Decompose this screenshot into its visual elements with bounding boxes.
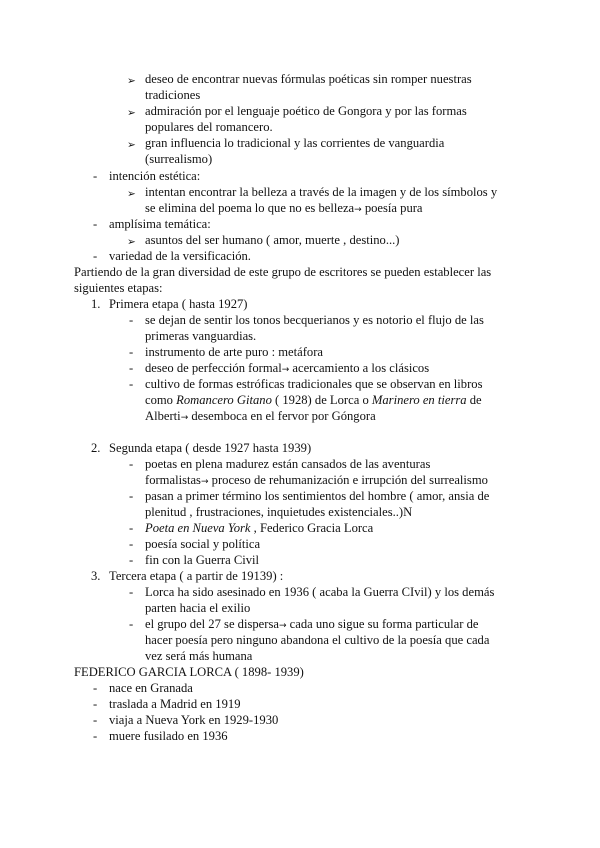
list-item-continuation: plenitud , frustraciones, inquietudes existenciales..)N	[145, 505, 413, 519]
dash-bullet-icon: -	[129, 585, 134, 599]
dash-bullet-icon: -	[129, 313, 134, 327]
list-item: pasan a primer término los sentimientos del hombre ( amor, ansia de	[145, 489, 490, 503]
dash-bullet-icon: -	[129, 521, 134, 535]
list-item: instrumento de arte puro : metáfora	[145, 345, 323, 359]
list-item: deseo de encontrar nuevas fórmulas poéticas sin romper nuestras	[145, 72, 472, 86]
arrowhead-bullet-icon: ➢	[127, 107, 136, 119]
list-item: muere fusilado en 1936	[109, 729, 228, 743]
book-title: Marinero en tierra	[371, 393, 467, 407]
list-item	[145, 520, 373, 536]
dash-bullet-icon: -	[129, 377, 134, 391]
text-run: ( 1928) de Lorca o	[271, 393, 372, 407]
dash-bullet-icon: -	[93, 249, 98, 263]
right-arrow-icon: →	[281, 365, 290, 375]
list-item-continuation: hacer poesía pero ninguno abandona el cultivo de la poesía que cada	[145, 633, 490, 647]
intro-paragraph-line: Partiendo de la gran diversidad de este grupo de escritores se pueden establecer las	[74, 265, 492, 279]
dash-bullet-icon: -	[93, 697, 98, 711]
list-item: poesía social y política	[145, 537, 261, 551]
text-run: proceso de rehumanización e irrupción del surrealismo	[208, 473, 488, 487]
list-item: intentan encontrar la belleza a través de la imagen y de los símbolos y	[145, 185, 498, 199]
list-item: se dejan de sentir los tonos becquerianos y es notorio el flujo de las	[145, 313, 484, 327]
versificacion-label: variedad de la versificación.	[109, 249, 251, 263]
list-number: 3.	[91, 569, 101, 583]
dash-bullet-icon: -	[129, 345, 134, 359]
dash-bullet-icon: -	[93, 169, 98, 183]
arrowhead-bullet-icon: ➢	[127, 75, 136, 87]
list-item: poetas en plena madurez están cansados de las aventuras	[145, 457, 431, 471]
text-run: desemboca en el fervor por Góngora	[188, 409, 376, 423]
text-run: , Federico Gracia Lorca	[250, 521, 374, 535]
list-item-continuation: (surrealismo)	[145, 152, 213, 166]
arrowhead-bullet-icon: ➢	[127, 236, 136, 248]
section-heading: FEDERICO GARCIA LORCA ( 1898- 1939)	[74, 665, 304, 679]
text-run: cada uno sigue su forma particular de	[286, 617, 479, 631]
list-item: traslada a Madrid en 1919	[109, 697, 241, 711]
text-run: se elimina del poema lo que no es belleza	[145, 201, 355, 215]
text-run: de	[466, 393, 482, 407]
list-item: cultivo de formas estróficas tradicionales que se observan en libros	[145, 377, 483, 391]
text-run: el grupo del 27 se dispersa	[145, 617, 279, 631]
list-item: fin con la Guerra Civil	[145, 553, 260, 567]
list-number: 2.	[91, 441, 101, 455]
dash-bullet-icon: -	[129, 361, 134, 375]
dash-bullet-icon: -	[93, 217, 98, 231]
list-item: viaja a Nueva York en 1929-1930	[109, 713, 279, 727]
text-run: poesía pura	[361, 201, 423, 215]
list-item: admiración por el lenguaje poético de Gongora y por las formas	[145, 104, 467, 118]
list-item: nace en Granada	[109, 681, 193, 695]
list-item-continuation: parten hacia el exilio	[145, 601, 251, 615]
arrowhead-bullet-icon: ➢	[127, 139, 136, 151]
arrowhead-bullet-icon: ➢	[127, 188, 136, 200]
list-item-continuation: primeras vanguardias.	[145, 329, 257, 343]
right-arrow-icon: →	[180, 413, 189, 423]
right-arrow-icon: →	[354, 205, 362, 215]
text-run: formalistas	[145, 473, 201, 487]
list-item: gran influencia lo tradicional y las corrientes de vanguardia	[145, 136, 445, 150]
dash-bullet-icon: -	[93, 729, 98, 743]
etapa-title: Tercera etapa ( a partir de 19139) :	[109, 569, 284, 583]
intro-paragraph-line: siguientes etapas:	[74, 281, 163, 295]
text-run: Alberti	[145, 409, 181, 423]
dash-bullet-icon: -	[93, 681, 98, 695]
list-item-continuation: vez será más humana	[145, 649, 253, 663]
text-run: deseo de perfección formal	[145, 361, 282, 375]
list-item: asuntos del ser humano ( amor, muerte , destino...)	[145, 233, 400, 247]
text-run: como	[145, 393, 177, 407]
right-arrow-icon: →	[200, 477, 209, 487]
dash-bullet-icon: -	[129, 537, 134, 551]
dash-bullet-icon: -	[129, 457, 134, 471]
dash-bullet-icon: -	[129, 553, 134, 567]
dash-bullet-icon: -	[129, 489, 134, 503]
etapa-title: Segunda etapa ( desde 1927 hasta 1939)	[109, 441, 312, 455]
list-item-continuation: tradiciones	[145, 88, 201, 102]
etapa-title: Primera etapa ( hasta 1927)	[109, 297, 248, 311]
book-title: Romancero Gitano	[176, 393, 272, 407]
list-item-continuation: populares del romancero.	[145, 120, 273, 134]
book-title: Poeta en Nueva York	[145, 521, 251, 535]
text-run: acercamiento a los clásicos	[289, 361, 430, 375]
dash-bullet-icon: -	[129, 617, 134, 631]
tematica-label: amplísima temática:	[109, 217, 211, 231]
list-item-continuation	[145, 392, 482, 408]
intencion-label: intención estética:	[109, 169, 201, 183]
list-item: Lorca ha sido asesinado en 1936 ( acaba la Guerra CIvil) y los demás	[145, 585, 495, 599]
dash-bullet-icon: -	[93, 713, 98, 727]
list-item-continuation	[145, 408, 376, 426]
right-arrow-icon: →	[278, 621, 287, 631]
list-number: 1.	[91, 297, 101, 311]
